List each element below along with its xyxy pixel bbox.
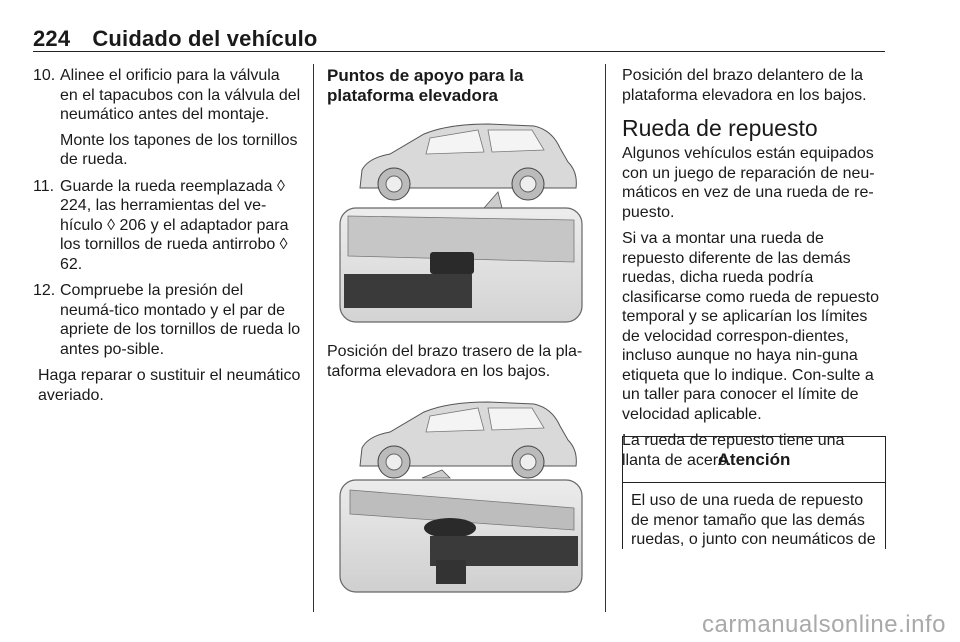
- list-number: 10.: [33, 67, 56, 84]
- page-number: 224: [33, 26, 71, 51]
- list-text: Monte los tapones de los tornillos de rueda.: [60, 131, 298, 168]
- lift-pad: [424, 518, 476, 538]
- car-silhouette: [360, 402, 576, 478]
- column-3: [622, 66, 886, 470]
- list-text: Compruebe la presión del neumá-tico montado y el par de apriete de los tornillos de rueda lo antes po-sible.: [60, 282, 301, 358]
- list-item: [33, 281, 301, 359]
- figure-caption: Posición del brazo trasero de la pla-taforma elevadora en los bajos.: [327, 343, 583, 380]
- warning-box: [622, 436, 886, 549]
- column-1: [33, 66, 301, 405]
- section-title: Rueda de repuesto: [622, 115, 818, 141]
- list-text: Alinee el orificio para la válvula en el tapacubos con la válvula del neumático antes del montaje.: [60, 67, 301, 123]
- page-header: [33, 26, 318, 52]
- lift-pad: [430, 252, 474, 274]
- page-title: Cuidado del vehículo: [92, 26, 318, 51]
- body-paragraph: Si va a montar una rueda de repuesto diferente de las demás ruedas, dicha rueda podría clasificarse como rueda de repuesto temporal y se aplicarían los límites de velocidad correspon-dientes, incluso aunque no haya nin-guna etiqueta que lo indique. Con-sulte a un taller para conocer el límite de velocidad aplicable.: [622, 230, 880, 423]
- column-divider-2: [605, 64, 606, 612]
- watermark: carmanualsonline.info: [702, 611, 946, 638]
- rear-lift-point-figure: [338, 112, 584, 324]
- pointer-wedge: [484, 192, 502, 208]
- list-number: 12.: [33, 282, 56, 299]
- list-item: [33, 177, 301, 275]
- list-text: Guarde la rueda reemplazada ◊ 224, las herramientas del ve-hículo ◊ 206 y el adaptador para los tornillos de rueda antirrobo ◊ 62.: [60, 177, 289, 273]
- warning-title: Atención: [623, 437, 885, 483]
- pointer-wedge: [422, 470, 450, 478]
- front-lift-point-figure: [338, 390, 584, 596]
- column-divider-1: [313, 64, 314, 612]
- list-number: 11.: [33, 177, 55, 195]
- column-2: [327, 66, 592, 106]
- figure-caption: Posición del brazo delantero de la plataforma elevadora en los bajos.: [622, 67, 867, 104]
- lift-post: [436, 560, 466, 584]
- closing-paragraph: Haga reparar o sustituir el neumático averiado.: [38, 367, 301, 404]
- body-paragraph: Algunos vehículos están equipados con un juego de reparación de neu-máticos en vez de una rueda de re-puesto.: [622, 145, 875, 221]
- caption-rear: [327, 342, 592, 381]
- warning-text: El uso de una rueda de repuesto de menor tamaño que las demás ruedas, o junto con neumáticos de: [631, 492, 876, 548]
- body-paragraph: La rueda de repuesto tiene una llanta de acero.: [622, 432, 845, 469]
- list-item: [33, 66, 301, 170]
- lift-arm: [344, 274, 472, 308]
- section-heading: Puntos de apoyo para la plataforma elevadora: [327, 66, 524, 105]
- header-rule: [33, 51, 885, 52]
- car-silhouette: [360, 124, 576, 200]
